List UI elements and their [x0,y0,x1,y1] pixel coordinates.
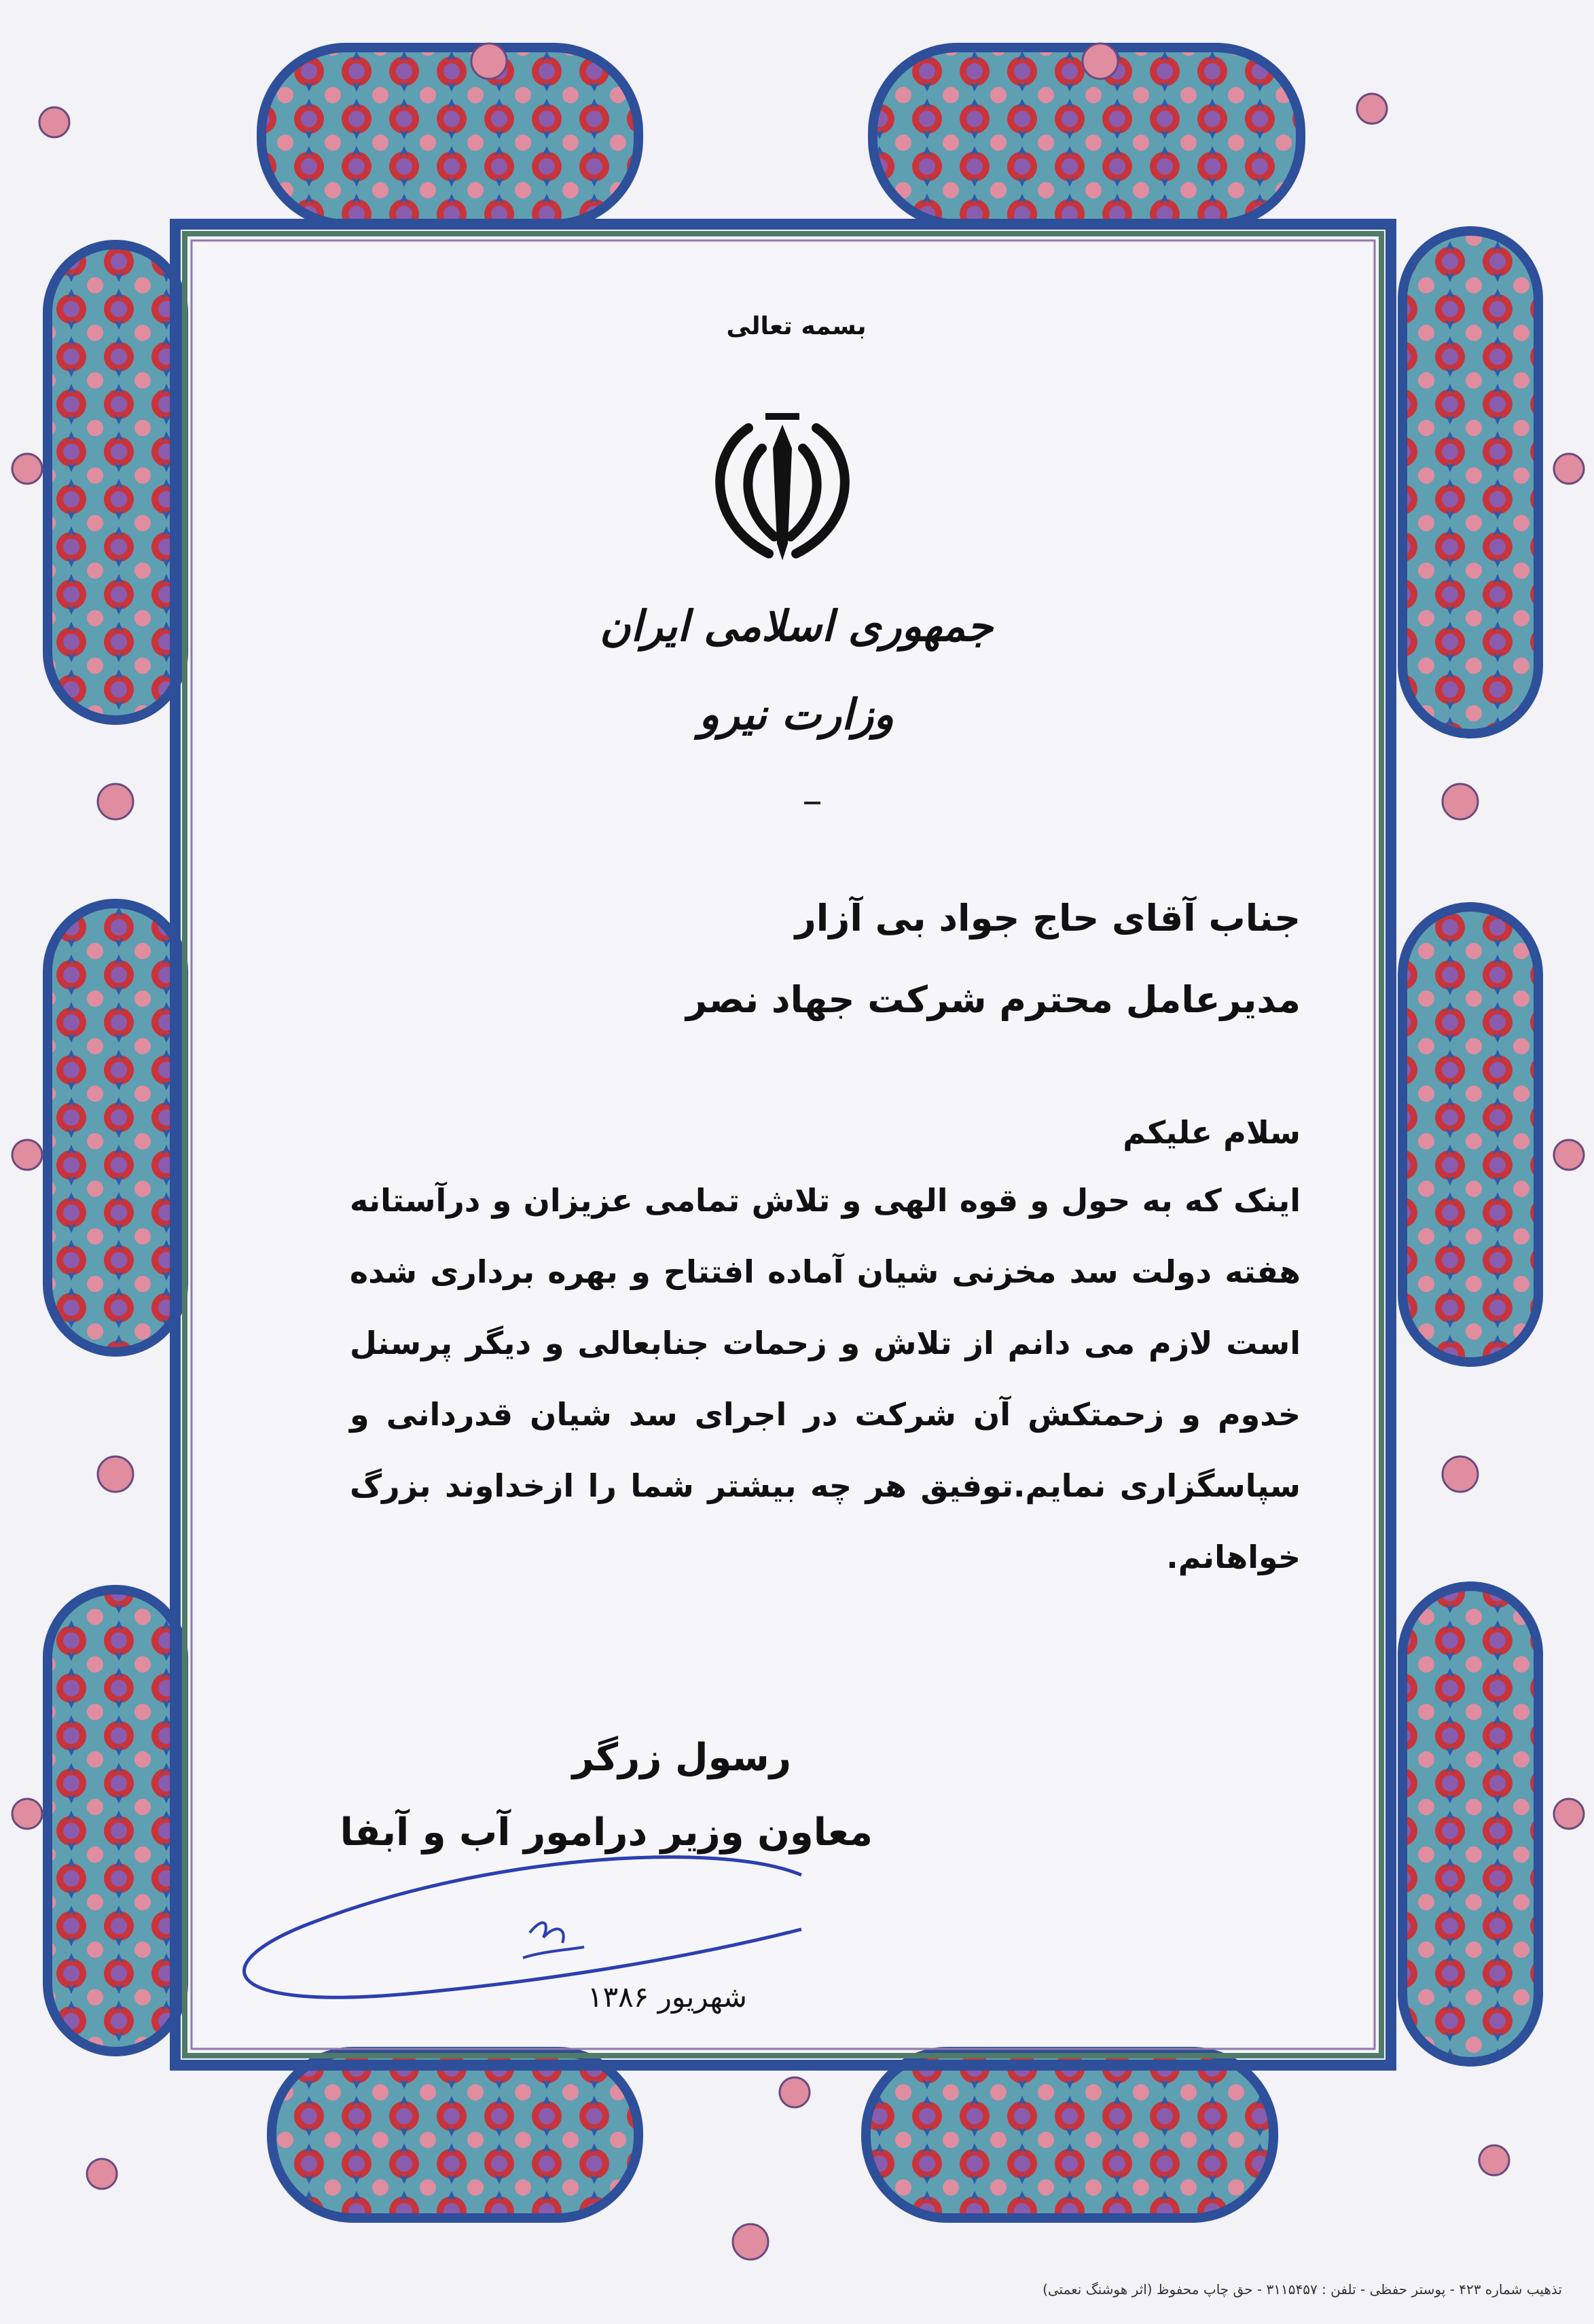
body-line: اینک که به حول و قوه الهی و تلاش تمامی عزیزان و درآستانه [350,1182,1301,1219]
body-line: خدوم و زحمتکش آن شرکت در اجرای سد شیان قدردانی و [350,1396,1301,1433]
body-line: سپاسگزاری نمایم.توفیق هر چه بیشتر شما را ازخداوند بزرگ [350,1467,1301,1504]
divider [804,802,820,804]
invocation: بسمه تعالی [726,312,867,340]
date: شهریور ۱۳۸۶ [587,1980,747,2014]
cartouche-right-column [1402,231,1538,2062]
cartouche-top-right [873,48,1301,224]
letter-body [204,245,1389,2058]
cartouche-bottom-right [866,2052,1273,2218]
signatory-title: معاون وزیر درامور آب و آبفا [340,1810,873,1855]
greeting: سلام علیکم [1123,1114,1301,1151]
iran-emblem-icon [694,408,871,571]
addressee-salutation: جناب آقای حاج جواد بی آزار [795,897,1301,940]
body-line: خواهانم. [1166,1539,1301,1575]
addressee-title: مدیرعامل محترم شرکت جهاد نصر [686,978,1301,1021]
cartouche-left-column [48,245,183,2052]
signatory-name: رسول زرگر [572,1736,791,1780]
ministry-name: وزارت نیرو [698,690,894,739]
cartouche-top-left [261,48,638,224]
handwritten-signature [204,1759,815,2004]
republic-name: جمهوری اسلامی ایران [600,601,993,651]
printer-credit: تذهیب شماره ۴۲۳ - پوستر حفظی - تلفن : ۳۱۱۵۴۵۷ - حق چاپ محفوظ (اثر هوشنگ نعمتی) [1043,2281,1562,2298]
body-line: است لازم می دانم از تلاش و زحمات جنابعالی و دیگر پرسنل [350,1325,1301,1361]
body-line: هفته دولت سد مخزنی شیان آماده افتتاح و بهره برداری شده [350,1253,1301,1290]
cartouche-bottom-left [272,2052,638,2218]
